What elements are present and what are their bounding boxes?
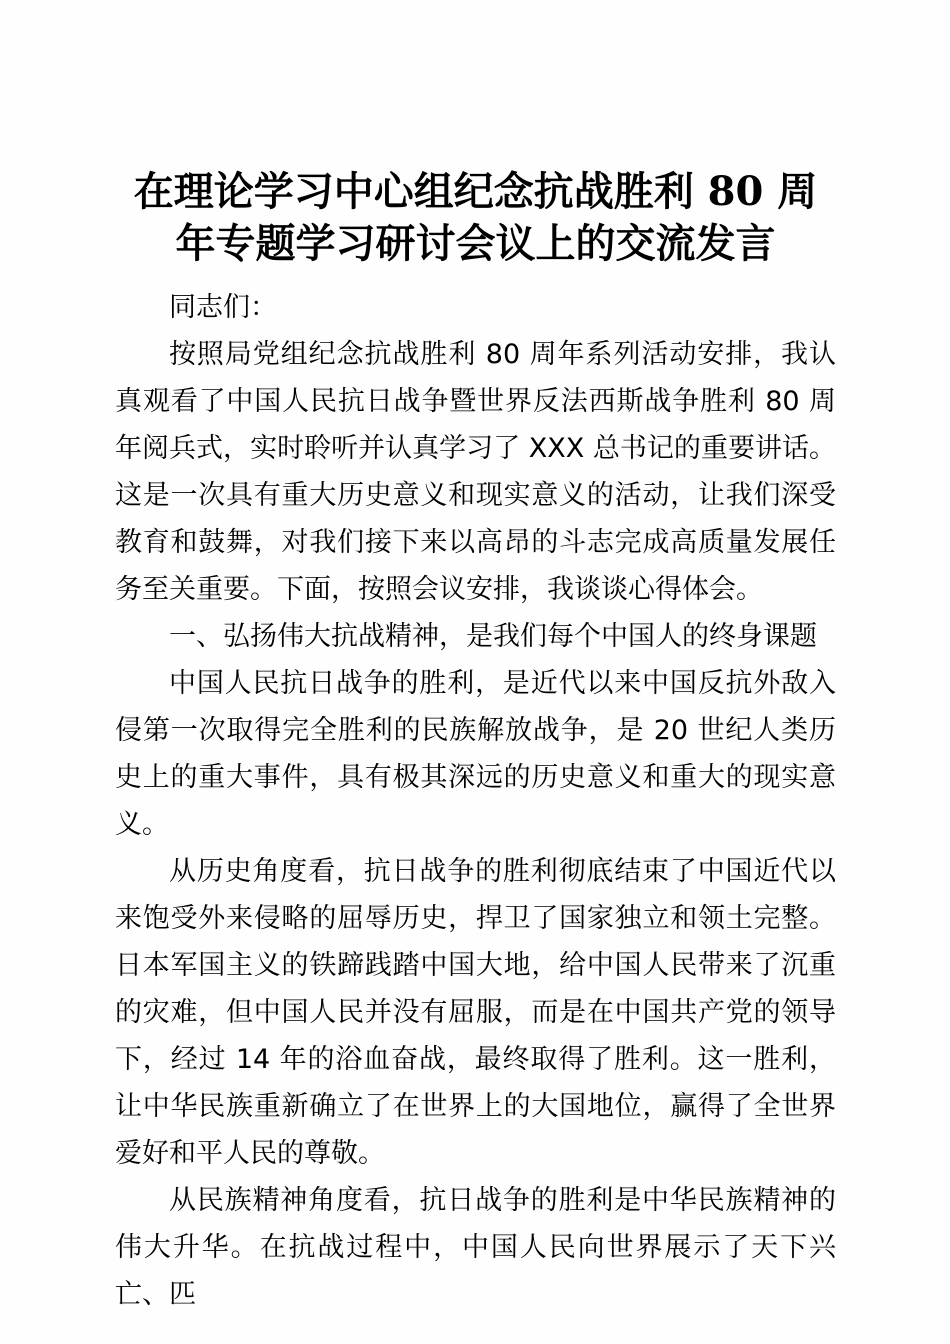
paragraph-salutation: 同志们： <box>169 292 277 323</box>
paragraph-intro: 按照局党组纪念抗战胜利 80 周年系列活动安排，我认真观看了中国人民抗日战争暨世界反法西斯战争胜利 80 周年阅兵式，实时聆听并认真学习了 XXX 总书记的重要讲话。这是一次具有重大历史意义和现实意义的活动，让我们深受教育和鼓舞，对我们接下来以高昂的斗志完成高质量发展任务至关重要。下面，按照会议安排，我谈谈心得体会。 <box>115 339 836 605</box>
paragraph-significance: 中国人民抗日战争的胜利，是近代以来中国反抗外敌入侵第一次取得完全胜利的民族解放战争，是 20 世纪人类历史上的重大事件，具有极其深远的历史意义和重大的现实意义。 <box>115 668 836 840</box>
paragraph-history-view: 从历史角度看，抗日战争的胜利彻底结束了中国近代以来饱受外来侵略的屈辱历史，捍卫了国家独立和领土完整。日本军国主义的铁蹄践踏中国大地，给中国人民带来了沉重的灾难，但中国人民并没有屈服，而是在中国共产党的领导下，经过 14 年的浴血奋战，最终取得了胜利。这一胜利，让中华民族重新确立了在世界上的大国地位，赢得了全世界爱好和平人民的尊敬。 <box>115 856 836 1169</box>
section-heading-1: 一、弘扬伟大抗战精神，是我们每个中国人的终身课题 <box>169 621 817 652</box>
paragraph-national-spirit-view: 从民族精神角度看，抗日战争的胜利是中华民族精神的伟大升华。在抗战过程中，中国人民向世界展示了天下兴亡、匹 <box>115 1185 836 1310</box>
document-title: 在理论学习中心组纪念抗战胜利 80 周年专题学习研讨会议上的交流发言 <box>133 168 818 267</box>
